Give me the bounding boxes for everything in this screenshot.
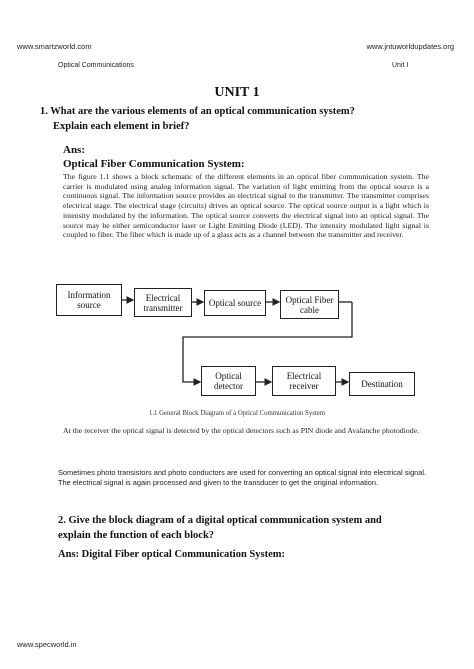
subject-label: Optical Communications (58, 62, 134, 69)
question-2-line-2: explain the function of each block? (58, 530, 215, 541)
footer-url[interactable]: www.specworld.in (17, 640, 77, 649)
header-right-url[interactable]: www.jntuworldupdates.org (366, 42, 454, 51)
diagram-caption: 1.1 General Block Diagram of a Optical Communication System (148, 410, 326, 417)
block-optical-detector: Optical detector (201, 366, 256, 396)
block-destination: Destination (349, 372, 415, 396)
question-2-line-1: 2. Give the block diagram of a digital optical communication system and (58, 515, 382, 526)
block-electrical-transmitter: Electrical transmitter (134, 288, 192, 317)
unit-title: UNIT 1 (214, 85, 260, 100)
block-diagram (52, 282, 432, 422)
answer-2-label: Ans: Digital Fiber optical Communication System: (58, 549, 286, 560)
block-optical-source: Optical source (204, 290, 266, 316)
receiver-paragraph: At the receiver the optical signal is detected by the optical detectors such as PIN diode and Avalanche photodiode. (63, 426, 420, 435)
answer-1-label: Ans: (63, 144, 86, 156)
question-1-line-1: 1. What are the various elements of an optical communication system? (40, 106, 355, 117)
unit-label: Unit I (392, 62, 409, 69)
answer-1-paragraph: The figure 1.1 shows a block schematic of the different elements in an optical fiber communication system. The carrier is modulated using analog information signal. The variation of light emitting from the optical source is a continuous signal. The information source provides an electrical signal to the transmitter. The transmitter comprises electrical stage. The electrical stage (circuits) drives an optical source. The optical source output is a light which is intensity modulated by the information. The optical source converts the electrical signal into an optical signal. The source may be either semiconductor laser or Light Emitting Diode (LED). The intensity modulated light signal is coupled to fiber. The fiber which is made up of a glass acts as a channel between the transmitter and receiver. (63, 172, 429, 240)
photo-paragraph: Sometimes photo transistors and photo conductors are used for converting an optical signal into electrical signal. The electrical signal is again processed and given to the transducer to get the original information. (58, 468, 427, 487)
header-left-url[interactable]: www.smartzworld.com (17, 42, 92, 51)
answer-1-heading: Optical Fiber Communication System: (63, 158, 245, 170)
block-electrical-receiver: Electrical receiver (272, 366, 336, 396)
question-1-line-2: Explain each element in brief? (53, 121, 190, 132)
block-information-source: Information source (56, 284, 122, 316)
block-optical-fiber-cable: Optical Fiber cable (280, 290, 339, 319)
